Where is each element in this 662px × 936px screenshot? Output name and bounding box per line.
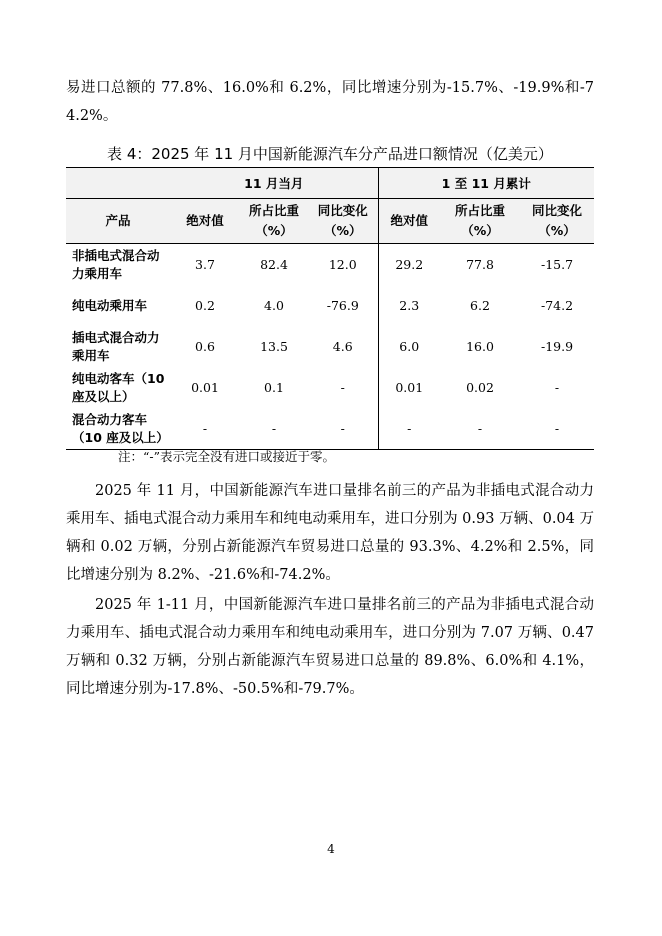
product-name-line1: 混合动力客车: [72, 411, 148, 427]
cumulative-share-cell: 6.2: [470, 298, 490, 313]
table-row: [66, 285, 594, 326]
header-share-unit: （%）: [461, 223, 499, 238]
table-group-header-row: [66, 168, 594, 199]
monthly-yoy-cell: -: [308, 408, 378, 450]
cumulative-yoy-cell: -: [520, 408, 594, 450]
monthly-share-cell: -: [240, 408, 308, 450]
header-share-label: 所占比重: [454, 203, 505, 218]
cumulative-absolute-cell: 0.01: [378, 367, 440, 408]
cumulative-absolute-cell: 6.0: [378, 326, 440, 367]
cumulative-yoy-cell: -: [554, 380, 560, 395]
monthly-absolute-cell: 0.2: [195, 298, 215, 313]
header-cumulative-absolute: 绝对值: [378, 199, 440, 244]
monthly-absolute-cell: 0.6: [195, 339, 215, 354]
monthly-share-cell: 4.0: [264, 298, 284, 313]
product-name-line1: 插电式混合动力: [72, 329, 160, 345]
cumulative-share-cell: 0.02: [466, 380, 494, 395]
monthly-absolute-cell: 3.7: [195, 257, 215, 272]
table-caption: 表 4：2025 年 11 月中国新能源汽车分产品进口额情况（亿美元）: [107, 145, 553, 163]
product-name-line1: 纯电动乘用车: [72, 297, 148, 313]
intro-paragraph: 易进口总额的 77.8%、16.0%和 6.2%，同比增速分别为-15.7%、-19.9%和-74.2%。: [66, 80, 594, 124]
table-row: [66, 367, 594, 408]
paragraph-monthly-volume: 2025 年 11 月，中国新能源汽车进口量排名前三的产品为非插电式混合动力乘用车、插电式混合动力乘用车和纯电动乘用车，进口分别为 0.93 万辆、0.04 万辆和 0.02 万辆，分别占新能源汽车贸易进口总量的 93.3%、4.2%和 2.5%，同比增速分别为 8.2%、-21.6%和-74.2%。: [66, 483, 594, 583]
product-name-line1: 纯电动客车（10: [72, 370, 165, 386]
paragraph-cumulative-volume: 2025 年 1-11 月，中国新能源汽车进口量排名前三的产品为非插电式混合动力乘用车、插电式混合动力乘用车和纯电动乘用车，进口分别为 7.07 万辆、0.47 万辆和 0.32 万辆，分别占新能源汽车贸易进口总量的 89.8%、6.0%和 4.1%，同比增速分别为-17.8%、-50.5%和-79.7%。: [66, 597, 594, 697]
header-cumulative-yoy: [520, 199, 594, 244]
header-share-unit: （%）: [255, 223, 293, 238]
cumulative-share-cell: -: [440, 408, 520, 450]
header-monthly-absolute: 绝对值: [170, 199, 240, 244]
product-name-line2: （10 座及以上）: [72, 429, 169, 445]
monthly-yoy-cell: -76.9: [326, 298, 359, 313]
product-name: [66, 244, 170, 286]
cumulative-yoy-cell: -74.2: [540, 298, 574, 313]
table-column-header-row: [66, 199, 594, 244]
cumulative-absolute-cell: 2.3: [378, 285, 440, 326]
cumulative-yoy-cell: -15.7: [540, 257, 574, 272]
header-yoy-label: 同比变化: [317, 203, 368, 218]
product-name-line1: 非插电式混合动: [72, 247, 160, 263]
header-yoy-unit: （%）: [323, 223, 362, 238]
cumulative-share-cell: 16.0: [466, 339, 494, 354]
monthly-yoy-cell: -: [340, 380, 345, 395]
table-row: [66, 408, 594, 450]
header-yoy-unit: （%）: [538, 223, 576, 238]
page-number: 4: [327, 842, 335, 856]
product-name-line2: 乘用车: [72, 347, 110, 363]
product-name: [66, 285, 170, 326]
monthly-absolute-cell: -: [170, 408, 240, 450]
product-name: [66, 326, 170, 367]
monthly-share-cell: 82.4: [260, 257, 288, 272]
product-name-line2: 力乘用车: [72, 265, 123, 281]
cumulative-share-cell: 77.8: [466, 257, 494, 272]
monthly-yoy-cell: 12.0: [328, 257, 357, 272]
cumulative-absolute-cell: -: [378, 408, 440, 450]
header-cumulative-group: 1 至 11 月累计: [378, 168, 594, 199]
monthly-absolute-cell: 0.01: [191, 380, 219, 395]
product-name-line2: 座及以上）: [72, 388, 135, 404]
monthly-share-cell: 13.5: [260, 339, 288, 354]
header-monthly-share: [240, 199, 308, 244]
header-yoy-label: 同比变化: [531, 203, 582, 218]
table-header-blank: [66, 168, 170, 199]
cumulative-yoy-cell: -19.9: [540, 339, 574, 354]
header-monthly-group: 11 月当月: [170, 168, 378, 199]
header-cumulative-share: [440, 199, 520, 244]
header-share-label: 所占比重: [248, 203, 299, 218]
table-row: [66, 244, 594, 286]
cumulative-absolute-cell: 29.2: [378, 244, 440, 286]
header-monthly-yoy: [308, 199, 378, 244]
header-product: 产品: [66, 199, 170, 244]
table-note: 注：“-”表示完全没有进口或接近于零。: [118, 449, 336, 464]
monthly-yoy-cell: 4.6: [332, 339, 353, 354]
table-row: [66, 326, 594, 367]
import-value-table: [66, 167, 594, 450]
product-name: [66, 408, 170, 450]
monthly-share-cell: 0.1: [264, 380, 284, 395]
product-name: [66, 367, 170, 408]
